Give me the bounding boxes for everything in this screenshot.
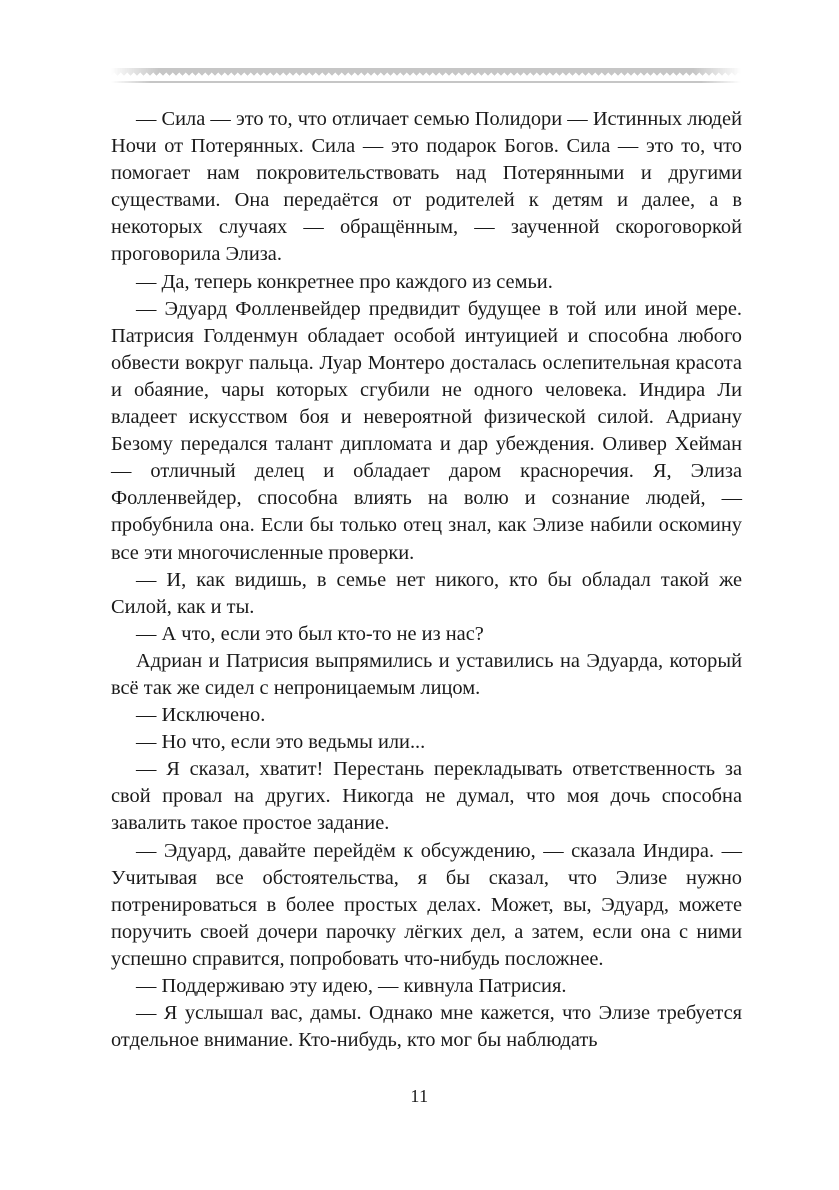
sawtooth-triangles-icon <box>111 68 741 77</box>
paragraph: — Поддерживаю эту идею, — кивнула Патрисия. <box>136 975 567 997</box>
paragraph: Адриан и Патрисия выпрямились и уставились на Эдуарда, который всё так же сидел с непроницаемым лицом. <box>111 649 742 699</box>
horizontal-rule <box>111 81 741 83</box>
paragraph: — А что, если это был кто-то не из нас? <box>136 622 484 645</box>
paragraph: — Но что, если это ведьмы или... <box>136 731 426 754</box>
paragraph: — Я сказал, хватит! Перестань перекладывать ответственность за свой провал на других. Никогда не думал, что моя дочь способна завалить такое простое задание. <box>111 758 742 835</box>
triangle-sawtooth-divider <box>111 68 741 86</box>
paragraph: — Исключено. <box>136 704 266 727</box>
paragraph: — Сила — это то, что отличает семью Полидори — Истинных людей Ночи от Потерянных. Сила — это подарок Богов. Сила — это то, что помогает нам покровительствовать над Потерянными и другими существами. Она передаётся от родителей к детям и далее, а в некоторых случаях — обращённым, — заученной скороговоркой проговорила Элиза. <box>111 108 742 266</box>
paragraph: — Да, теперь конкретнее про каждого из семьи. <box>136 270 553 293</box>
paragraph: — Эдуард, давайте перейдём к обсуждению, — сказала Индира. — Учитывая все обстоятельства, я бы сказал, что Элизе нужно потренироваться в более простых делах. Может, вы, Эдуард, можете поручить своей дочери парочку лёгких дел, а затем, если она с ними успешно справится, попробовать что-нибудь посложнее. <box>111 839 742 970</box>
body-text <box>111 106 742 1054</box>
page-number: 11 <box>410 1086 429 1106</box>
paragraph: — Я услышал вас, дамы. Однако мне кажется, что Элизе требуется отдельное внимание. Кто-нибудь, кто мог бы наблюдать <box>111 1002 742 1052</box>
paragraph: — Эдуард Фолленвейдер предвидит будущее в той или иной мере. Патрисия Голденмун обладает особой интуицией и способна любого обвести вокруг пальца. Луар Монтеро досталась ослепительная красота и обаяние, чары которых сгубили не одного человека. Индира Ли владеет искусством боя и невероятной физической силой. Адриану Безому передался талант дипломата и дар убеждения. Оливер Хейман — отличный делец и обладает даром красноречия. Я, Элиза Фолленвейдер, способна влиять на волю и сознание людей, — пробубнила она. Если бы только отец знал, как Элизе набили оскомину все эти многочисленные проверки. <box>111 297 742 564</box>
paragraph: — И, как видишь, в семье нет никого, кто бы обладал такой же Силой, как и ты. <box>111 568 742 618</box>
